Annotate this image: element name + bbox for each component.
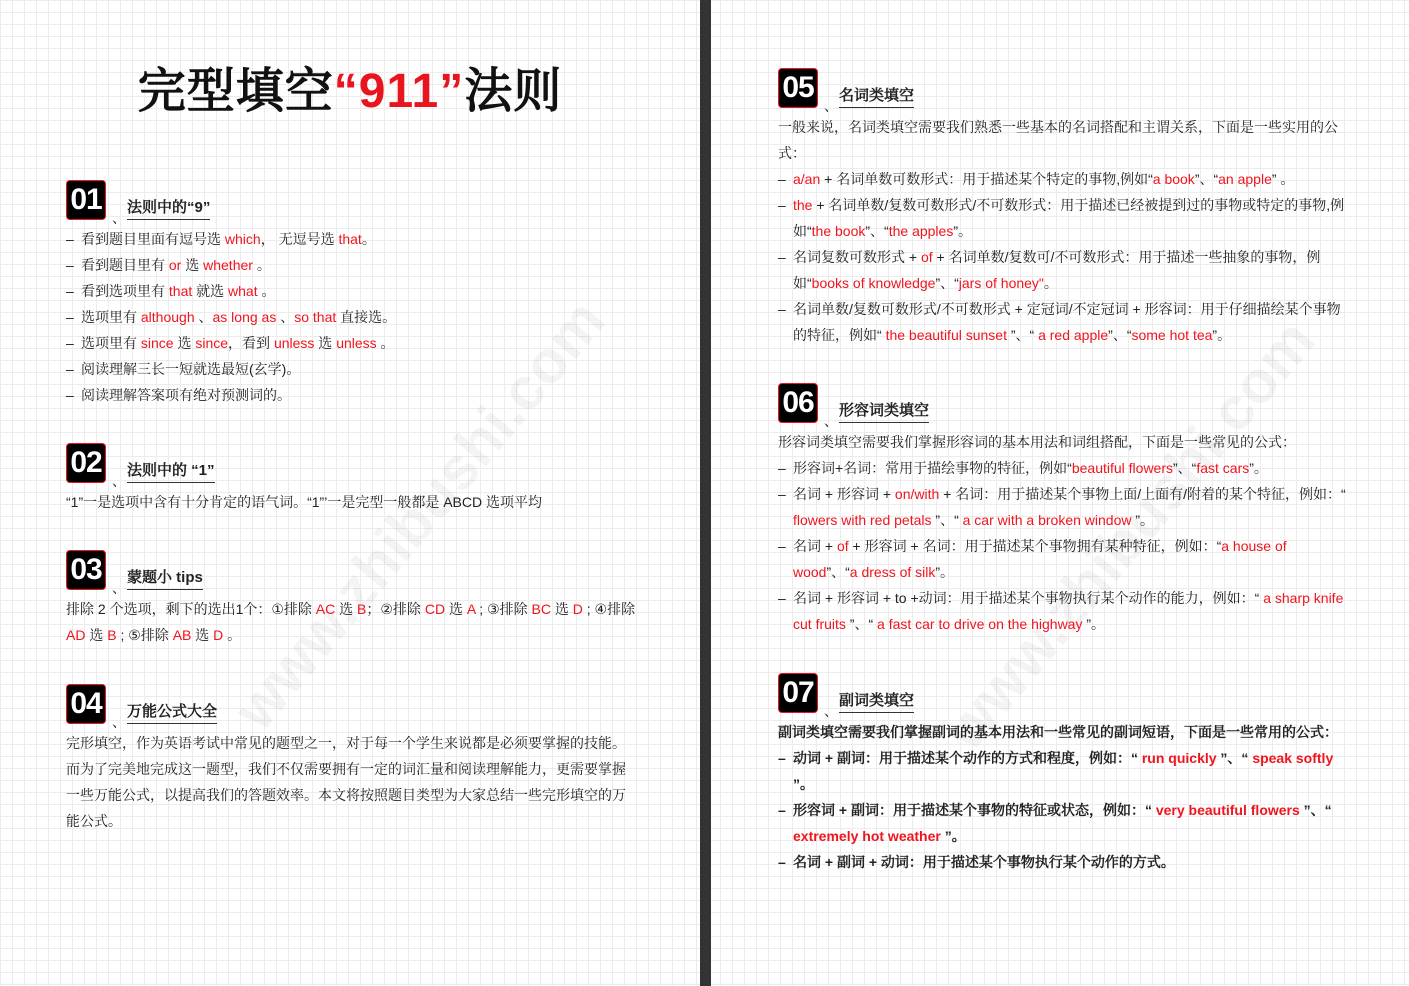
separator: 、 [824,703,838,719]
text: 名词单数/复数可数形式/不可数形式 + 定冠词/不定冠词 + 形容词：用于仔细描绘某个事物的特征，例如“ [793,301,1341,343]
paragraph [778,114,1348,166]
section-header [66,550,636,596]
highlighted-text: CD [424,601,446,617]
text: 选项里有 [81,335,141,351]
text: 选 [191,627,214,643]
text: ”、“ [1216,750,1253,766]
text: ”。 [935,564,955,580]
text: 。 [376,335,395,351]
section-06 [778,383,1348,637]
title-number: “911” [333,65,465,118]
section-title: 蒙题小 tips [127,568,203,590]
list-item [778,166,1348,192]
highlighted-text: beautiful flowers [1071,460,1174,476]
text: 选 [181,257,204,273]
text: 完形填空，作为英语考试中常见的题型之一，对于每一个学生来说都是必须要掌握的技能。而为了完美地完成这一题型，我们不仅需要拥有一定的词汇量和阅读理解能力，更需要掌握一些万能公式，以提高我们的答题效率。本文将按照题目类型为大家总结一些完形填空的万能公式。 [66,735,626,829]
highlighted-text: A [466,601,476,617]
section-title: 名词类填空 [839,86,914,108]
text: ”。 [1131,512,1155,528]
highlighted-text: books of knowledge [811,275,936,291]
text: ；②排除 [366,601,425,617]
list-item [66,226,636,252]
highlighted-text: AC [315,601,336,617]
highlighted-text: a car with a broken window [962,512,1132,528]
list-item [778,585,1348,637]
highlighted-text: the apples [888,223,954,239]
highlighted-text: an apple [1218,171,1272,187]
text: ”、“ [935,275,959,291]
text: 、 [276,309,295,325]
highlighted-text: although [140,309,195,325]
separator: 、 [112,210,126,226]
section-number-badge: 04 [66,684,106,724]
separator: 、 [112,714,126,730]
text: 。 [361,231,376,247]
highlighted-text: a sharp knife cut fruits [793,590,1344,632]
highlighted-text: extremely hot weather [793,828,941,844]
text: + 名词单数/复数可/不可数形式：用于描述一些抽象的事物，例如“ [793,249,1321,291]
separator: 、 [824,98,838,114]
text: 选项里有 [81,309,141,325]
text: ”。 [940,828,966,844]
title-prefix: 完型填空 [137,65,334,118]
text: 。 [1043,275,1058,291]
highlighted-text: a red apple [1038,327,1109,343]
section-number-badge: 03 [66,550,106,590]
list-item [778,797,1348,849]
text: + 名词单数/复数可数形式/不可数形式：用于描述已经被提到过的事物或特定的事物,例如“ [793,197,1345,239]
text: 一般来说，名词类填空需要我们熟悉一些基本的名词搭配和主谓关系，下面是一些实用的公式： [778,119,1338,161]
text: 动词 + 副词：用于描述某个动作的方式和程度，例如：“ [793,750,1142,766]
section-number-badge: 02 [66,443,106,483]
list-item [66,252,636,278]
highlighted-text: unless [273,335,315,351]
text: 。 [223,627,242,643]
highlighted-text: which [224,231,261,247]
text: 看到选项里有 [81,283,169,299]
section-number-badge: 05 [778,68,818,108]
section-title: 法则中的 “1” [127,461,215,483]
text: ”、“ [845,616,878,632]
highlighted-text: the book [811,223,866,239]
text: + 形容词 + 名词：用于描述某个事物拥有某种特征，例如：“ [848,538,1222,554]
text: ; ④排除 [582,601,636,617]
text: + 名词：用于描述某个事物上面/上面有/附着的某个特征，例如：“ [939,486,1346,502]
section-header [66,180,636,226]
section-05 [778,68,1348,348]
list-item [66,304,636,330]
list-item [778,244,1348,296]
list-item [778,296,1348,348]
text: 阅读理解三长一短就选最短(玄学)。 [81,361,301,377]
text: 直接选。 [336,309,397,325]
separator: 、 [824,413,838,429]
text: ”、“ [1173,460,1197,476]
paragraph [778,719,1348,745]
text: 看到题目里面有逗号选 [81,231,225,247]
text: 。 [252,257,271,273]
text: 形容词+名词：常用于描绘事物的特征，例如“ [793,460,1072,476]
section-07 [778,673,1348,875]
text: ， 无逗号选 [260,231,339,247]
text: ”、“ [1194,171,1219,187]
text: 形容词类填空需要我们掌握形容词的基本用法和词组搭配，下面是一些常见的公式： [778,434,1296,450]
text: 名词 + 形容词 + [793,486,895,502]
separator: 、 [112,473,126,489]
highlighted-text: the [793,197,813,213]
highlighted-text: very beautiful flowers [1155,802,1300,818]
text: ”。 [953,223,972,239]
highlighted-text: or [168,257,182,273]
highlighted-text: D [572,601,583,617]
highlighted-text: B [357,601,367,617]
text: 名词 + 副词 + 动词：用于描述某个事物执行某个动作的方式。 [793,854,1175,870]
text: 阅读理解答案项有绝对预测词的。 [81,387,291,403]
list-item [66,356,636,382]
title-suffix: 法则 [464,65,563,118]
text: ; ③排除 [475,601,532,617]
highlighted-text: of [836,538,849,554]
highlighted-text: that [338,231,362,247]
text: 选 [85,627,108,643]
section-01 [66,180,636,408]
page-divider [700,0,711,986]
separator: 、 [112,580,126,596]
paragraph [66,730,636,834]
section-title: 副词类填空 [839,691,914,713]
text: 选 [445,601,467,617]
text: 就选 [192,283,229,299]
section-number-badge: 01 [66,180,106,220]
section-title: 形容词类填空 [839,401,929,423]
text: 。 [257,283,276,299]
list-item [778,481,1348,533]
text: 选 [335,601,358,617]
text: ”、“ [865,223,889,239]
list-item [778,192,1348,244]
highlighted-text: B [107,627,117,643]
highlighted-text: of [920,249,933,265]
highlighted-text: the beautiful sunset [885,327,1007,343]
section-title: 法则中的“9” [127,198,210,220]
text: 名词 + [793,538,837,554]
highlighted-text: flowers with red petals [793,512,932,528]
highlighted-text: whether [203,257,253,273]
section-title: 万能公式大全 [127,702,217,724]
page-title [0,52,700,121]
text: 、 [194,309,213,325]
text: 名词 + 形容词 + to +动词：用于描述某个事物执行某个动作的能力，例如：“ [793,590,1264,606]
highlighted-text: a/an [793,171,821,187]
section-header [66,443,636,489]
highlighted-text: that [168,283,193,299]
list-item [778,849,1348,875]
highlighted-text: speak softly [1252,750,1334,766]
section-header [66,684,636,730]
section-number-badge: 06 [778,383,818,423]
text: 排除 2 个选项，剩下的选出1个：①排除 [66,601,316,617]
highlighted-text: jars of honey" [958,275,1044,291]
text: ”。 [1082,616,1106,632]
text: 选 [314,335,337,351]
list-item [66,382,636,408]
text: ”、“ [826,564,850,580]
list-item [778,745,1348,797]
text: ”、“ [1108,327,1132,343]
highlighted-text: unless [336,335,377,351]
highlighted-text: D [213,627,224,643]
highlighted-text: AD [66,627,86,643]
list-item [778,455,1348,481]
list-item [778,533,1348,585]
text: ，看到 [228,335,274,351]
section-number-badge: 07 [778,673,818,713]
text: 副词类填空需要我们掌握副词的基本用法和一些常见的副词短语，下面是一些常用的公式： [778,724,1338,740]
section-03 [66,550,636,648]
section-02 [66,443,636,515]
text: 名词复数可数形式 + [793,249,921,265]
highlighted-text: a dress of silk [849,564,936,580]
highlighted-text: since [140,335,174,351]
highlighted-text: fast cars [1196,460,1250,476]
text: “1”一是选项中含有十分肯定的语气词。“1”’一是完型一般都是 ABCD 选项平均 [66,494,543,510]
highlighted-text: AB [172,627,192,643]
text: 选 [173,335,196,351]
highlighted-text: as long as [212,309,277,325]
highlighted-text: a house of wood [793,538,1287,580]
paragraph [778,429,1348,455]
section-header [778,673,1348,719]
text: + 名词单数可数形式：用于描述某个特定的事物,例如“ [820,171,1153,187]
highlighted-text: a book [1152,171,1195,187]
text: ”。 [1212,327,1232,343]
highlighted-text: some hot tea [1131,327,1213,343]
section-header [778,383,1348,429]
text: ; ⑤排除 [116,627,173,643]
highlighted-text: since [195,335,229,351]
highlighted-text: on/with [894,486,940,502]
text: ”、“ [1299,802,1332,818]
text: ”、“ [1006,327,1039,343]
text: ”。 [1249,460,1268,476]
list-item [66,278,636,304]
list-item [66,330,636,356]
section-header [778,68,1348,114]
paragraph [66,596,636,648]
text: ” 。 [1271,171,1295,187]
highlighted-text: BC [531,601,551,617]
highlighted-text: so that [294,309,337,325]
paragraph [66,489,636,515]
text: ”、“ [931,512,963,528]
highlighted-text: what [228,283,258,299]
section-04 [66,684,636,834]
text: 形容词 + 副词：用于描述某个事物的特征或状态，例如：“ [793,802,1156,818]
text: 选 [550,601,573,617]
highlighted-text: a fast car to drive on the highway [877,616,1083,632]
highlighted-text: run quickly [1141,750,1217,766]
text: 看到题目里有 [81,257,169,273]
text: ”。 [793,776,814,792]
